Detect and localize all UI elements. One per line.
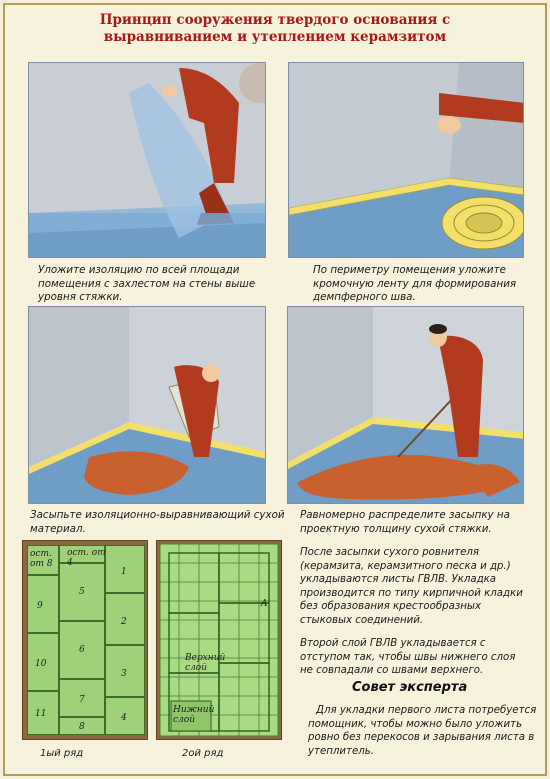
label-3: 3 — [121, 669, 127, 679]
caption-step-1-line-2: помещения с захлестом на стены выше — [38, 277, 256, 290]
caption-step-4-line-2: проектную толщину сухой стяжки. — [300, 522, 492, 535]
filler-leveling-illustration — [288, 307, 524, 504]
label-9: 9 — [37, 601, 43, 611]
caption-step-2-line-2: кромочную ленту для формирования — [313, 277, 517, 290]
layout-plan-row-2 — [156, 540, 282, 740]
side-text-block — [300, 546, 538, 678]
label-bottom-layer-line-2: слой — [173, 715, 195, 725]
caption-step-3 — [30, 509, 285, 536]
label-top-layer — [185, 653, 225, 673]
expert-line-1: Для укладки первого листа потребуется — [316, 705, 537, 716]
label-11: 11 — [35, 709, 47, 719]
label-10: 10 — [35, 659, 47, 669]
expert-line-3: ровно без перекосов и зарывания листа в — [308, 732, 535, 743]
caption-step-2 — [313, 264, 516, 305]
side-paragraph-2-line-1: Второй слой ГВЛВ укладывается с — [300, 638, 486, 649]
row-1-caption: 1ый ряд — [40, 748, 84, 759]
title-line-1: Принцип сооружения твердого основания с — [99, 12, 451, 28]
expert-line-4: утеплитель. — [308, 745, 374, 757]
label-7: 7 — [79, 695, 85, 705]
side-paragraph-2-line-3: не совпадали со швами верхнего. — [300, 665, 484, 676]
expert-line-2: помощник, чтобы можно было уложить — [308, 718, 523, 730]
row-2-caption: 2ой ряд — [182, 748, 224, 759]
caption-step-1-line-1: Уложите изоляцию по всей площади — [38, 264, 240, 276]
illustration-step-2 — [288, 62, 524, 258]
caption-step-1 — [38, 264, 255, 305]
expert-advice-text — [308, 704, 544, 758]
illustration-step-4 — [287, 306, 524, 504]
label-4: 4 — [121, 713, 127, 723]
side-paragraph-2-line-2: отступом так, чтобы швы нижнего слоя — [300, 651, 516, 663]
layout-plan-row-1 — [22, 540, 148, 740]
caption-step-2-line-3: демпферного шва. — [313, 291, 416, 303]
insulation-laying-illustration — [29, 63, 266, 258]
side-paragraph-1-line-3: укладываются листы ГВЛВ. Укладка — [300, 574, 497, 585]
side-paragraph-1-line-2: (керамзита, керамзитного песка и др.) — [300, 560, 511, 572]
label-mark-a: A — [261, 599, 268, 609]
edge-tape-illustration — [289, 63, 524, 258]
caption-step-4-line-1: Равномерно распределите засыпку на — [300, 509, 510, 521]
label-bottom-layer — [173, 705, 214, 725]
label-bottom-layer-line-1: Нижний — [173, 705, 215, 715]
title-line-2: выравниванием и утеплением керамзитом — [103, 29, 447, 45]
illustration-step-3 — [28, 306, 266, 504]
label-2: 2 — [121, 617, 127, 627]
side-paragraph-1-line-6: стыковых соединений. — [300, 614, 424, 626]
caption-step-4 — [300, 509, 510, 536]
side-paragraph-1-line-1: После засыпки сухого ровнителя — [300, 547, 480, 558]
caption-step-3-line-1: Засыпьте изоляционно-выравнивающий сухой — [30, 509, 285, 521]
label-ost-8: ост. от 8 — [30, 549, 53, 569]
caption-step-1-line-3: уровня стяжки. — [38, 291, 123, 303]
label-6: 6 — [79, 645, 85, 655]
sheet-9 — [27, 575, 59, 633]
page-title — [0, 12, 550, 46]
label-ost-4: ост. от 4 — [67, 548, 106, 568]
expert-advice-title: Совет эксперта — [352, 680, 468, 695]
label-top-layer-line-2: слой — [185, 663, 207, 673]
label-8: 8 — [79, 722, 85, 732]
label-5: 5 — [79, 587, 85, 597]
caption-step-2-line-1: По периметру помещения уложите — [313, 264, 506, 276]
filler-pouring-illustration — [29, 307, 266, 504]
side-paragraph-1-line-5: без образования крестообразных — [300, 601, 482, 612]
side-paragraph-1-line-4: производится по типу кирпичной кладки — [300, 587, 523, 599]
label-1: 1 — [121, 567, 127, 577]
caption-step-3-line-2: материал. — [30, 522, 86, 535]
label-top-layer-line-1: Верхний — [185, 653, 226, 663]
illustration-step-1 — [28, 62, 266, 258]
